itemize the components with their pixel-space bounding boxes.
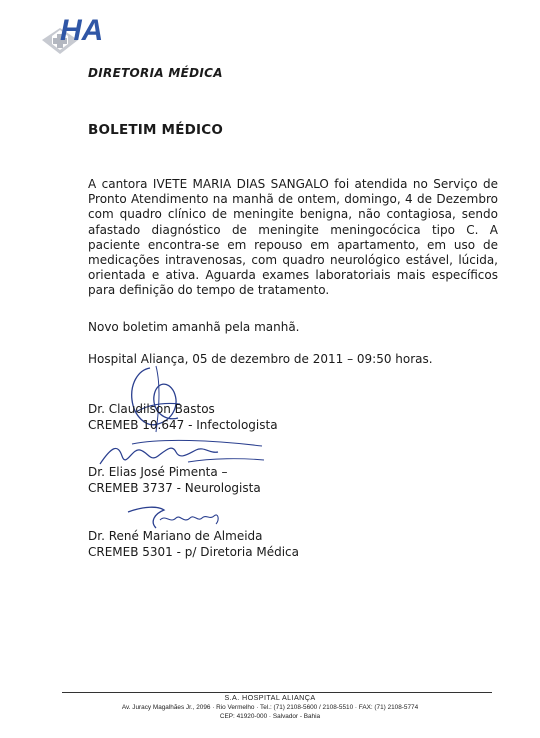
department-heading: DIRETORIA MÉDICA <box>88 66 223 80</box>
signatory-3-credential: CREMEB 5301 - p/ Diretoria Médica <box>88 545 300 559</box>
signatory-2-credential: CREMEB 3737 - Neurologista <box>88 481 261 495</box>
signatory-1-credential: CREMEB 10.647 - Infectologista <box>88 418 278 432</box>
hospital-logo <box>38 10 108 66</box>
bulletin-paragraph: A cantora IVETE MARIA DIAS SANGALO foi atendida no Serviço de Pronto Atendimento na manhã de ontem, domingo, 4 de Dezembro com quadro clínico de meningite benigna, não contagiosa, sendo afastado diagnóstico de meningite meningocócica tipo C. A paciente encontra-se em repouso em apartamento, em uso de medicações intravenosas, com quadro neurológico estável, lúcida, orientada e ativa. Aguarda exames laboratoriais mais específicos para definição do tempo de tratamento. <box>88 177 498 298</box>
place-date: Hospital Aliança, 05 de dezembro de 2011 – 09:50 horas. <box>88 352 433 366</box>
signatory-1-name: Dr. Claudilson Bastos <box>88 402 215 416</box>
next-bulletin-note: Novo boletim amanhã pela manhã. <box>88 320 300 334</box>
signatory-3-name: Dr. René Mariano de Almeida <box>88 529 263 543</box>
signatory-2-name: Dr. Elias José Pimenta – <box>88 465 228 479</box>
logo-text: HA <box>60 14 104 47</box>
document-title: BOLETIM MÉDICO <box>88 122 224 138</box>
footer-address: Av. Juracy Magalhães Jr., 2096 · Rio Vermelho · Tel.: (71) 2108-5600 / 2108-5510 · FAX: (71) 2108-5774 <box>121 704 419 711</box>
footer-company: S.A. HOSPITAL ALIANÇA <box>224 693 316 702</box>
footer-cep: CEP: 41920-000 · Salvador - Bahia <box>219 713 321 720</box>
